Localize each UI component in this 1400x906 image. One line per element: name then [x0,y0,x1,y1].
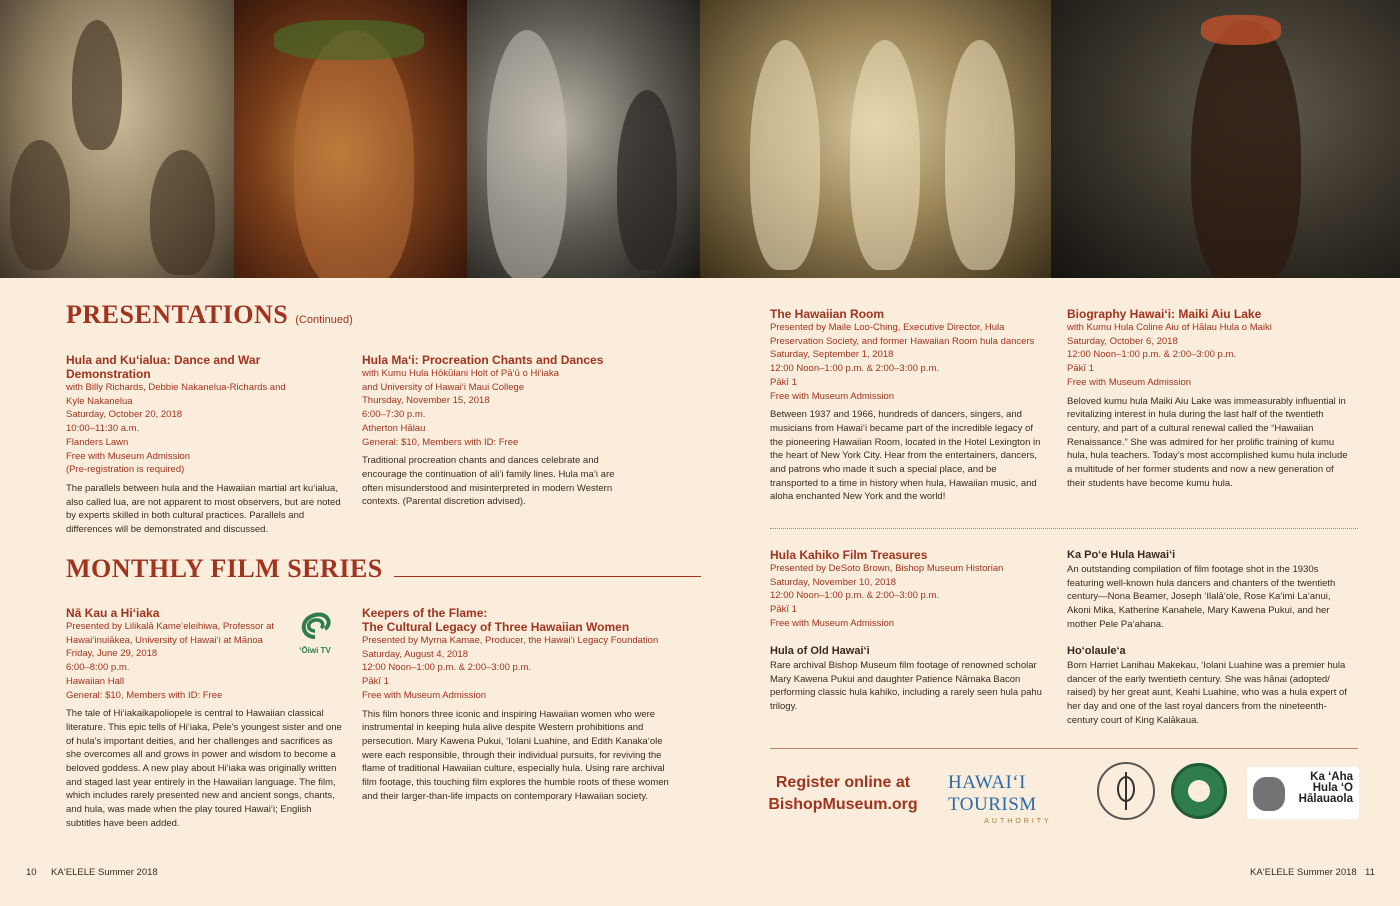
event-description: The parallels between hula and the Hawaiian martial art ku‘ialua, also called lua, are not apparent to most observers, but are noted by experts skilled in both cultural practices. Parallels and differences will be demonstrated and discussed. [66,482,341,536]
event-description: This film honors three iconic and inspiring Hawaiian women who were instrumental in keeping hula alive despite Western prohibitions and persecution. Mary Kawena Pukui, ‘Iolani Luahine, and Edith Kanaka‘ole were each responsible, through their individual pursuits, for reviving the flame of traditional Hawaiian culture, especially hula. Using rare archival film footage, this touching film explores the humble roots of these women and their larger-than-life impacts on contemporary Hawaiian society. [362,708,669,802]
event-title: Hula Ma‘i: Procreation Chants and Dances [362,353,604,367]
dotted-divider [770,528,1358,529]
publication-name-right: KA‘ELELE Summer 2018 [1250,867,1357,878]
continued-label: (Continued) [295,314,353,326]
medical-seal-logo [1097,762,1155,820]
event-description: The tale of Hi‘iakaikapoliopele is central to Hawaiian classical literature. This epic tells of Hi‘iaka, Pele’s youngest sister and one of hula’s important deities, and her challenges and sacrifices as she overcomes all and grows in power and wisdom to become a beloved goddess. A new play about Hi‘iaka was originally written and staged last year entirely in the Hawaiian language. The film, which includes rarely presented new and ancient songs, chants, and hula, was made when the play toured Hawai‘i; English subtitles have been added. [66,708,342,829]
hawaii-tourism-logo: HAWAI‘I TOURISM AUTHORITY [948,772,1052,825]
photo-chanter-and-drummer [467,0,700,278]
film-description: Born Harriet Lanihau Makekau, ‘Iolani Luahine was a premier hula dancer of the early twentieth century. She was hānai (adopted/ raised) by her great aunt, Keahi Luahine, who was a hula expert of her day and one of the last royal dancers from the nineteenth-century court of King Kalākaua. [1067,660,1347,726]
event-title: Keepers of the Flame: [362,606,488,620]
university-of-hawaii-seal [1171,763,1227,819]
heading-rule [394,576,701,577]
photo-hawaiian-room-dancers [700,0,1051,278]
event-meta: Presented by DeSoto Brown, Bishop Museum Historian Saturday, November 10, 2018 12:00 Noon–1:00 p.m. & 2:00–3:00 p.m. Pākī 1 Free with Museum Admission [770,563,1004,629]
event-title: Hula and Ku‘ialua: Dance and War Demonstration [66,353,261,381]
event-meta: with Kumu Hula Hōkūlani Holt of Pā‘ū o Hi‘iaka and University of Hawai‘i Maui College Thursday, November 15, 2018 6:00–7:30 p.m. Atherton Hālau General: $10, Members with ID: Free [362,368,559,448]
film-subtitle: Ka Po‘e Hula Hawai‘i [1067,549,1176,561]
event-meta: Presented by Maile Loo-Ching, Executive Director, Hula Preservation Society, and former Hawaiian Room hula dancers Saturday, September 1, 2018 12:00 Noon–1:00 p.m. & 2:00–3:00 p.m. Pākī 1 Free with Museum Admission [770,322,1035,402]
photo-male-hula-dancer [234,0,467,278]
event-title: Biography Hawai‘i: Maiki Aiu Lake [1067,307,1262,321]
event-description: Beloved kumu hula Maiki Aiu Lake was immeasurably influential in revitalizing interest in hula during the last half of the twentieth century, and part of a cultural renewal called the “Hawaiian Renaissance.” She was admired for her prolific training of kumu hula, hula teachers. Today’s most accomplished kumu hula include a multitude of her former students and now a new generation of their students have become kumu hula. [1067,395,1348,489]
photo-dancer-in-profile [1051,0,1400,278]
film-description: An outstanding compilation of film footage shot in the 1930s featuring well-known hula dancers and chanters of the twentieth century—Nona Beamer, Joseph ‘Ilalā‘ole, Rose Ka‘imi La‘anui, Akoni Mika, Katherine Kanahele, Mary Kawena Pukui, and her mother Pele Pa‘ahana. [1067,564,1336,630]
presentations-heading: PRESENTATIONS (Continued) [66,300,353,329]
register-online-link[interactable]: Register online at BishopMuseum.org [768,774,918,813]
oiwi-tv-label: ‘Ōiwi TV [299,646,331,655]
film-subtitle: Ho‘olaule‘a [1067,645,1126,657]
photo-vintage-hula-group [0,0,234,278]
film-hula-of-old-hawaii [770,644,1050,714]
event-description: Traditional procreation chants and dances celebrate and encourage the continuation of ali‘i family lines. Hula ma‘i are often misunderstood and misinterpreted in modern Western contexts. (Parental discretion advised). [362,455,615,508]
film-na-kau-a-hiiaka [66,606,348,831]
event-title: The Hawaiian Room [770,307,885,321]
event-hula-kuialua [66,353,348,537]
ka-aha-hula-o-halauaola-logo: Ka ‘Aha Hula ‘O Hālauaola [1247,767,1359,819]
publication-name-left: KA‘ELELE Summer 2018 [51,867,158,878]
event-hawaiian-room [770,307,1045,504]
event-title: Nā Kau a Hi‘iaka [66,606,160,620]
event-meta: with Kumu Hula Coline Aiu of Hālau Hula o Maiki Saturday, October 6, 2018 12:00 Noon–1:00 p.m. & 2:00–3:00 p.m. Pākī 1 Free with Museum Admission [1067,322,1272,388]
footer-rule [770,748,1358,749]
event-description: Between 1937 and 1966, hundreds of dancers, singers, and musicians from Hawai‘i became part of the incredible legacy of the pioneering Hawaiian Room, located in the Hotel Lexington in the heart of New York City. Hear from the entertainers, dancers, and patrons who made it such a special place, and be transported to a time in history when hula, Hawaiian music, and aloha enchanted New York and the world! [770,409,1041,503]
event-subtitle: The Cultural Legacy of Three Hawaiian Women [362,620,630,634]
film-hoolaulea [1067,644,1352,728]
film-description: Rare archival Bishop Museum film footage of renowned scholar Mary Kawena Pukui and daughter Patience Nāmaka Bacon performing classic hula kahiko, including a rarely seen hula pahu trilogy. [770,660,1042,713]
film-ka-poe-hula-hawaii [1067,548,1352,632]
event-meta: Presented by Myrna Kamae, Producer, the Hawai‘i Legacy Foundation Saturday, August 4, 2018 12:00 Noon–1:00 p.m. & 2:00–3:00 p.m. Pākī 1 Free with Museum Admission [362,635,659,701]
film-hula-kahiko-treasures [770,548,1055,631]
page-number-right: 11 [1365,867,1375,878]
event-hula-mai [362,353,637,509]
page-number-left: 10 [26,867,37,878]
film-keepers-of-the-flame [362,606,672,803]
photo-strip [0,0,1400,278]
event-meta: Presented by Lilikalā Kame‘eleihiwa, Professor at Hawai‘inuiākea, University of Hawai‘i at Mānoa Friday, June 29, 2018 6:00–8:00 p.m. Hawaiian Hall General: $10, Members with ID: Free [66,621,275,701]
event-biography-maiki-aiu-lake [1067,307,1352,490]
film-series-heading: MONTHLY FILM SERIES [66,554,383,583]
event-title: Hula Kahiko Film Treasures [770,548,928,562]
film-subtitle: Hula of Old Hawai‘i [770,645,870,657]
event-meta: with Billy Richards, Debbie Nakanelua-Richards and Kyle Nakanelua Saturday, October 20, 2018 10:00–11:30 a.m. Flanders Lawn Free with Museum Admission (Pre-registration is required) [66,382,286,476]
